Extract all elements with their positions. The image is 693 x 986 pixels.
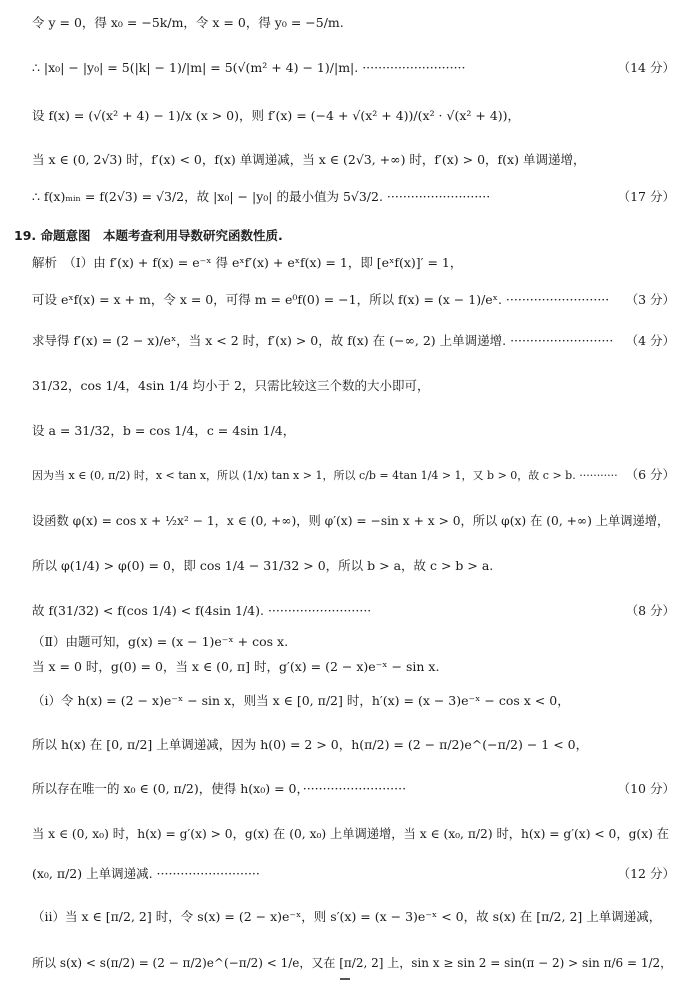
line-text: 因为当 x ∈ (0, π/2) 时，x < tan x，所以 (1/x) tan x > 1，所以 c/b = 4tan 1/4 > 1，又 b > 0，故 c > b. ···········	[32, 469, 618, 482]
solution-line-16	[32, 632, 675, 652]
line-text: 当 x ∈ (0, 2√3) 时，f′(x) < 0，f(x) 单调递减，当 x ∈ (2√3, +∞) 时，f′(x) > 0，f(x) 单调递增，	[32, 152, 586, 167]
solution-line-10	[32, 376, 675, 396]
score-mark: （8 分）	[620, 601, 675, 621]
solution-line-23	[32, 907, 675, 927]
line-text: 设函数 φ(x) = cos x + ½x² − 1，x ∈ (0, +∞)，则 φ′(x) = −sin x + x > 0，所以 φ(x) 在 (0, +∞) 上单调递增，	[32, 514, 670, 528]
score-mark: （10 分）	[612, 779, 675, 799]
solution-line-3	[32, 106, 675, 126]
line-text: (x₀, π/2) 上单调递减. ··························	[32, 866, 260, 881]
line-text: 求导得 f′(x) = (2 − x)/eˣ，当 x < 2 时，f′(x) > 0，故 f(x) 在 (−∞, 2) 上单调递增. ··························	[32, 333, 614, 348]
line-text: 令 y = 0，得 x₀ = −5k/m，令 x = 0，得 y₀ = −5/m.	[32, 15, 344, 30]
solution-line-20	[32, 779, 675, 799]
line-text: 所以 φ(1/4) > φ(0) = 0，即 cos 1/4 − 31/32 > 0，所以 b > a，故 c > b > a.	[32, 558, 494, 573]
page-footer-dash	[340, 978, 350, 980]
score-mark: （17 分）	[612, 187, 675, 207]
score-mark: （14 分）	[612, 58, 675, 78]
solution-line-12	[32, 465, 675, 486]
solution-line-5	[32, 187, 675, 207]
line-text: ∴ f(x)ₘᵢₙ = f(2√3) = √3/2，故 |x₀| − |y₀| 的最小值为 5√3/2. ··························	[32, 189, 491, 204]
line-text: 当 x = 0 时，g(0) = 0，当 x ∈ (0, π] 时，g′(x) = (2 − x)e⁻ˣ − sin x.	[32, 659, 440, 674]
score-mark: （3 分）	[620, 290, 675, 310]
line-text: 所以存在唯一的 x₀ ∈ (0, π/2)，使得 h(x₀) = 0，··························	[32, 781, 407, 796]
solution-line-18	[32, 691, 675, 711]
line-text: ∴ |x₀| − |y₀| = 5(|k| − 1)/|m| = 5(√(m² + 4) − 1)/|m|. ··························	[32, 60, 466, 75]
line-text: 设 a = 31/32，b = cos 1/4，c = 4sin 1/4，	[32, 423, 296, 438]
solution-line-7	[32, 253, 675, 273]
solution-line-21	[32, 824, 675, 844]
score-mark: （4 分）	[620, 331, 675, 351]
line-text: （ⅰ）令 h(x) = (2 − x)e⁻ˣ − sin x，则当 x ∈ [0, π/2] 时，h′(x) = (x − 3)e⁻ˣ − cos x < 0，	[32, 693, 570, 708]
solution-line-19	[32, 735, 675, 755]
solution-line-8	[32, 290, 675, 310]
score-mark: （6 分）	[620, 465, 675, 485]
solution-line-17	[32, 657, 675, 677]
line-text: （ⅱ）当 x ∈ [π/2, 2] 时，令 s(x) = (2 − x)e⁻ˣ，则 s′(x) = (x − 3)e⁻ˣ < 0，故 s(x) 在 [π/2, 2] 上单调递减，	[32, 909, 662, 924]
solution-line-9	[32, 331, 675, 351]
line-text: 所以 s(x) < s(π/2) = (2 − π/2)e^(−π/2) < 1/e，又在 [π/2, 2] 上，sin x ≥ sin 2 = sin(π − 2) > sin π/6 = 1/2，	[32, 956, 673, 970]
line-text: 19. 命题意图 本题考查利用导数研究函数性质.	[14, 228, 283, 243]
solution-line-2	[32, 58, 675, 78]
line-text: 设 f(x) = (√(x² + 4) − 1)/x (x > 0)，则 f′(x) = (−4 + √(x² + 4))/(x² · √(x² + 4))，	[32, 108, 521, 123]
solution-line-24	[32, 953, 675, 973]
solution-line-14	[32, 556, 675, 576]
solution-line-11	[32, 421, 675, 441]
line-text: （Ⅱ）由题可知，g(x) = (x − 1)e⁻ˣ + cos x.	[32, 634, 289, 649]
line-text: 所以 h(x) 在 [0, π/2] 上单调递减，因为 h(0) = 2 > 0，h(π/2) = (2 − π/2)e^(−π/2) − 1 < 0，	[32, 737, 589, 752]
problem-19-heading	[14, 226, 675, 246]
line-text: 当 x ∈ (0, x₀) 时，h(x) = g′(x) > 0，g(x) 在 (0, x₀) 上单调递增，当 x ∈ (x₀, π/2) 时，h(x) = g′(x) < 0，g(x) 在	[32, 827, 670, 841]
solution-line-1	[32, 13, 675, 33]
solution-line-13	[32, 511, 675, 531]
line-text: 可设 eˣf(x) = x + m，令 x = 0，可得 m = e⁰f(0) = −1，所以 f(x) = (x − 1)/eˣ. ··························	[32, 292, 610, 307]
solution-line-4	[32, 150, 675, 170]
score-mark: （12 分）	[612, 864, 675, 884]
solution-line-22	[32, 864, 675, 884]
solution-line-15	[32, 601, 675, 621]
line-text: 31/32，cos 1/4，4sin 1/4 均小于 2，只需比较这三个数的大小即可，	[32, 378, 430, 393]
line-text: 故 f(31/32) < f(cos 1/4) < f(4sin 1/4). ··························	[32, 603, 372, 618]
line-text: 解析 （Ⅰ）由 f′(x) + f(x) = e⁻ˣ 得 eˣf′(x) + eˣf(x) = 1，即 [eˣf(x)]′ = 1，	[32, 255, 463, 270]
